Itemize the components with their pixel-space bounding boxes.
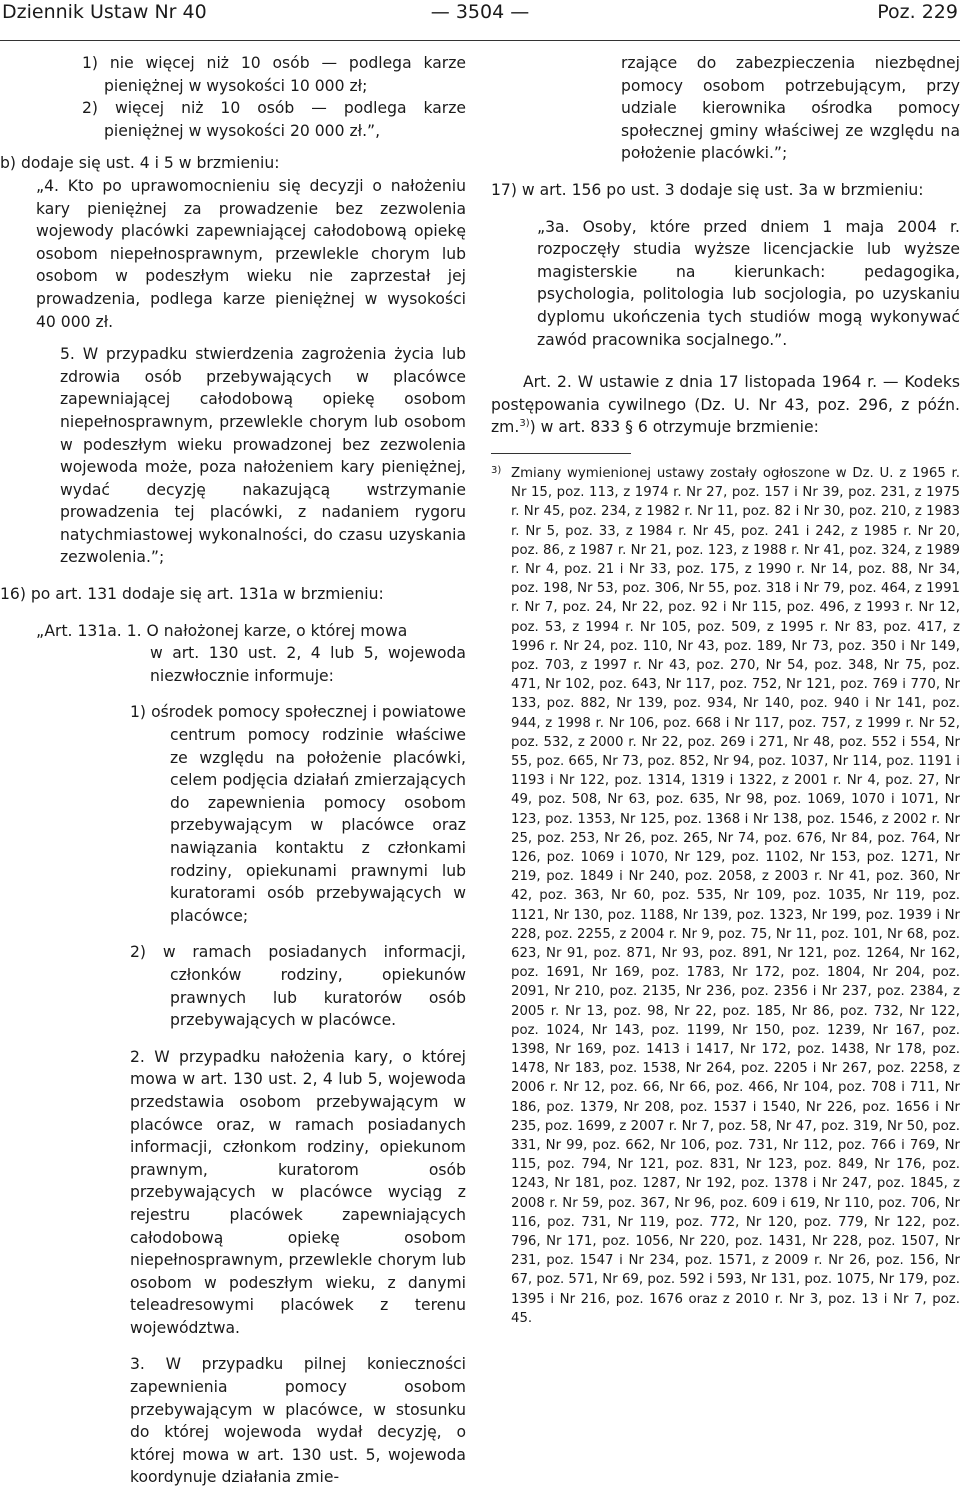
footnote-ref: 3): [519, 418, 530, 430]
ust-3a: „3a. Osoby, które przed dniem 1 maja 2004 r. rozpoczęły studia wyższe licencjackie lub wyższe magisterskie na kierunkach: pedagogika, psychologia, politologia lub socjologia, po uzyskaniu dyplomu ukończenia tych studiów mogą wykonywać zawód pracownika socjalnego.”.: [537, 217, 960, 349]
footnote-text: Zmiany wymienionej ustawy zostały ogłoszone w Dz. U. z 1965 r. Nr 15, poz. 113, z 1974 r. Nr 27, poz. 157 i Nr 39, poz. 231, z 1975 r. Nr 45, poz. 234, z 1982 r. Nr 11, poz. 82 i Nr 30, poz. 210, z 1983 r. Nr 5, poz. 33, z 1984 r. Nr 45, poz. 241 i 242, z 1985 r. Nr 20, poz. 86, z 1987 r. Nr 21, poz. 123, z 1988 r. Nr 41, poz. 324, z 1989 r. Nr 4, poz. 21 i Nr 33, poz. 175, z 1990 r. Nr 14, poz. 88, Nr 34, poz. 198, Nr 53, poz. 306, Nr 55, poz. 318 i Nr 79, poz. 464, z 1991 r. Nr 7, poz. 24, Nr 22, poz. 92 i Nr 115, poz. 496, z 1993 r. Nr 12, poz. 53, z 1994 r. Nr 105, poz. 509, z 1995 r. Nr 83, poz. 417, z 1996 r. Nr 24, poz. 110, Nr 43, poz. 189, Nr 73, poz. 350 i Nr 149, poz. 703, z 1997 r. Nr 43, poz. 270, Nr 54, poz. 348, Nr 75, poz. 471, Nr 102, poz. 643, Nr 117, poz. 752, Nr 121, poz. 769 i 770, Nr 133, poz. 882, Nr 139, poz. 934, Nr 140, poz. 940 i Nr 141, poz. 944, z 1998 r. Nr 106, poz. 668 i Nr 117, poz. 757, z 1999 r. Nr 52, poz. 532, z 2000 r. Nr 22, poz. 269 i 271, Nr 48, poz. 552 i 554, Nr 55, poz. 665, Nr 73, poz. 852, Nr 94, poz. 1037, Nr 114, poz. 1191 i 1193 i Nr 122, poz. 1314, 1319 i 1322, z 2001 r. Nr 4, poz. 27, Nr 49, poz. 508, Nr 63, poz. 635, Nr 98, poz. 1069, 1070 i 1071, Nr 123, poz. 1353, Nr 125, poz. 1368 i Nr 138, poz. 1546, z 2002 r. Nr 25, poz. 253, Nr 26, poz. 265, Nr 74, poz. 676, Nr 84, poz. 764, Nr 126, poz. 1069 i 1070, Nr 129, poz. 1102, Nr 153, poz. 1271, Nr 219, poz. 1849 i Nr 240, poz. 2058, z 2003 r. Nr 41, poz. 360, Nr 42, poz. 363, Nr 60, poz. 535, Nr 109, poz. 1035, Nr 119, poz. 1121, Nr 130, poz. 1188, Nr 139, poz. 1323, Nr 199, poz. 1939 i Nr 228, poz. 2255, z 2004 r. Nr 9, poz. 75, Nr 11, poz. 101, Nr 68, poz. 623, Nr 91, poz. 871, Nr 93, poz. 891, Nr 121, poz. 1264, Nr 162, poz. 1691, Nr 169, poz. 1783, Nr 172, poz. 1804, Nr 204, poz. 2091, Nr 210, poz. 2135, Nr 236, poz. 2356 i Nr 237, poz. 2384, z 2005 r. Nr 13, poz. 98, Nr 22, poz. 185, Nr 86, poz. 732, Nr 122, poz. 1024, Nr 143, poz. 1199, Nr 150, poz. 1239, Nr 167, poz. 1398, Nr 169, poz. 1413 i 1417, Nr 172, poz. 1438, Nr 178, poz. 1478, Nr 183, poz. 1538, Nr 264, poz. 2205 i Nr 267, poz. 2258, z 2006 r. Nr 12, poz. 66, Nr 66, poz. 466, Nr 104, poz. 708 i 711, Nr 186, poz. 1379, Nr 208, poz. 1537 i 1540, Nr 226, poz. 1656 i Nr 235, poz. 1699, z 2007 r. Nr 7, poz. 58, Nr 47, poz. 319, Nr 50, poz. 331, Nr 99, poz. 662, Nr 106, poz. 731, Nr 112, poz. 766 i 769, Nr 115, poz. 794, Nr 121, poz. 831, Nr 123, poz. 849, Nr 176, poz. 1243, Nr 181, poz. 1287, Nr 192, poz. 1378 i Nr 247, poz. 1845, z 2008 r. Nr 59, poz. 367, Nr 96, poz. 609 i 619, Nr 110, poz. 706, Nr 116, poz. 731, Nr 119, poz. 772, Nr 120, poz. 779, Nr 122, poz. 796, Nr 171, poz. 1056, Nr 220, poz. 1431, Nr 228, poz. 1507, Nr 231, poz. 1547 i Nr 234, poz. 1571, z 2009 r. Nr 26, poz. 156, Nr 67, poz. 571, Nr 69, poz. 592 i 593, Nr 131, poz. 1075, Nr 179, poz. 1395 i Nr 216, poz. 1676 oraz z 2010 r. Nr 3, poz. 13 i Nr 7, poz. 45.: [511, 465, 960, 1326]
art-131a-intro: w art. 130 ust. 2, 4 lub 5, wojewoda niezwłocznie informuje:: [150, 644, 466, 685]
ust-2: 2. W przypadku nałożenia kary, o której mowa w art. 130 ust. 2, 4 lub 5, wojewoda przedstawia osobom przebywającym w placówce oraz, w ramach posiadanych informacji, członkom rodziny, opiekunom prawnym, kuratorom osób przebywających w placówce wyciąg z rejestru placówek zapewniających całodobową opiekę osobom niepełnosprawnym, przewlekle chorym lub osobom w podeszłym wieku, z danymi teleadresowymi placówek z terenu województwa.: [130, 1047, 466, 1337]
art-2-text-a: Art. 2. W ustawie z dnia 17 listopada 1964 r. — Kodeks postępowania cywilnego (Dz. U. Nr 43, poz. 296, z późn. zm.: [491, 373, 960, 437]
position-number: Poz. 229: [877, 1, 958, 23]
item-b: b) dodaje się ust. 4 i 5 w brzmieniu:: [0, 154, 280, 173]
item-a1: 1) nie więcej niż 10 osób — podlega karze pieniężnej w wysokości 10 000 zł;: [82, 54, 466, 95]
left-column: [0, 52, 466, 1489]
ust-3: 3. W przypadku pilnej konieczności zapewnienia pomocy osobom przebywającym w placówce, w stosunku do której wojewoda wydał decyzję, o której mowa w art. 130 ust. 5, wojewoda koordynuje działania zmie-: [130, 1355, 466, 1487]
item-16: 16) po art. 131 dodaje się art. 131a w brzmieniu:: [0, 585, 384, 604]
art-2: [491, 371, 960, 439]
item-a2: 2) więcej niż 10 osób — podlega karze pieniężnej w wysokości 20 000 zł.”,: [82, 99, 466, 140]
footnote: [491, 464, 960, 1328]
right-column: [491, 52, 960, 1328]
page-number: — 3504 —: [430, 1, 530, 23]
journal-title: Dziennik Ustaw Nr 40: [2, 1, 207, 23]
item-17: 17) w art. 156 po ust. 3 dodaje się ust. 3a w brzmieniu:: [491, 180, 924, 199]
page-number-value: 3504: [455, 1, 505, 23]
art-2-text-b: ) w art. 833 § 6 otrzymuje brzmienie:: [529, 418, 819, 437]
page-header: [0, 0, 960, 41]
point-2: 2) w ramach posiadanych informacji, członków rodziny, opiekunów prawnych lub kuratorów osób przebywających w placówce.: [130, 943, 466, 1030]
art-131a-heading: „Art. 131a. 1. O nałożonej karze, o której mowa: [36, 621, 408, 640]
point-1: 1) ośrodek pomocy społecznej i powiatowe centrum pomocy rodzinie właściwe ze względu na położenie placówki, celem podjęcia działań zmierzających do zapewnienia pomocy osobom przebywającym w placówce oraz nawiązania kontaktu z członkami rodziny, opiekunami prawnymi lub kuratorami osób przebywających w placówce;: [130, 703, 466, 925]
footnote-divider: [491, 453, 631, 454]
continuation-text: rzające do zabezpieczenia niezbędnej pomocy osobom potrzebującym, przy udziale kierownika ośrodka pomocy społecznej gminy właściwej ze względu na położenie placówki.”;: [621, 54, 960, 163]
ust-4: „4. Kto po uprawomocnieniu się decyzji o nałożeniu kary pieniężnej za prowadzenie bez zezwolenia wojewody placówki zapewniającej całodobową opiekę osobom niepełnosprawnym, przewlekle chorym lub osobom w podeszłym wieku nie zaprzestał jej prowadzenia, podlega karze pieniężnej w wysokości 40 000 zł.: [36, 176, 466, 331]
footnote-marker: 3): [491, 464, 502, 476]
ust-5: 5. W przypadku stwierdzenia zagrożenia życia lub zdrowia osób przebywających w placówce zapewniającej całodobową opiekę osobom niepełnosprawnym, przewlekle chorym lub osobom w podeszłym wieku prowadzonej bez zezwolenia wojewoda może, poza nałożeniem kary pieniężnej, wydać decyzję nakazującą wstrzymanie prowadzenia tej placówki, z nadaniem rygoru natychmiastowej wykonalności, do czasu uzyskania zezwolenia.”;: [60, 345, 466, 567]
